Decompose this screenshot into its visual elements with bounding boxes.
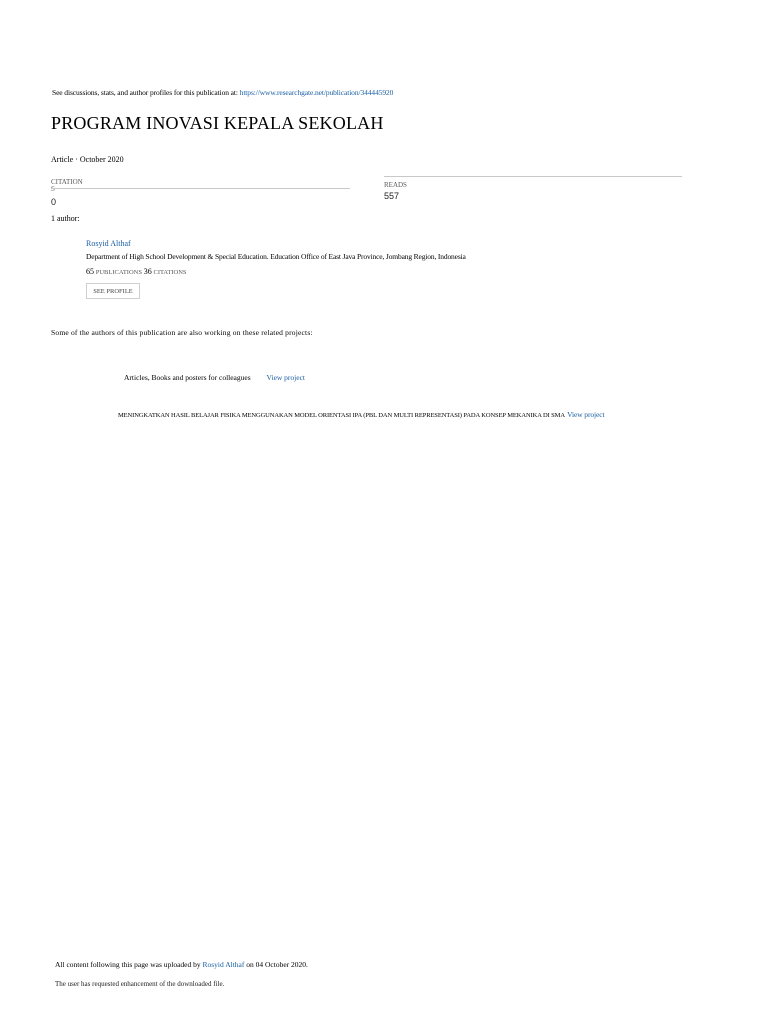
- citations-value: 0: [51, 197, 57, 207]
- related-project-item: [124, 373, 305, 382]
- author-citations-label: CITATIONS: [153, 269, 187, 276]
- page-title: PROGRAM INOVASI KEPALA SEKOLAH: [51, 113, 384, 133]
- project-title: Articles, Books and posters for colleagues: [124, 373, 251, 382]
- citations-stat: [51, 178, 350, 207]
- project-title: MENINGKATKAN HASIL BELAJAR FISIKA MENGGUNAKAN MODEL ORIENTASI IPA (PBL DAN MULTI REPRESENTASI) PADA KONSEP MEKANIKA DI SMA: [118, 412, 565, 419]
- author-citations-count: 36: [143, 267, 152, 276]
- author-name-link[interactable]: Rosyid Althaf: [86, 239, 131, 248]
- citations-label-line1: CITATION: [51, 178, 83, 186]
- upload-suffix: on 04 October 2020.: [246, 960, 308, 969]
- author-affiliation: Department of High School Development & Special Education. Education Office of East Java Province, Jombang Region, Indonesia: [86, 252, 466, 261]
- uploader-link[interactable]: Rosyid Althaf: [202, 960, 245, 969]
- view-project-link[interactable]: View project: [266, 373, 306, 382]
- publication-url-link[interactable]: https://www.researchgate.net/publication/344445920: [239, 88, 394, 97]
- reads-divider: [384, 176, 682, 177]
- related-projects-heading: Some of the authors of this publication are also working on these related projects:: [51, 328, 313, 337]
- reads-label: READS: [384, 181, 407, 189]
- article-meta: Article · October 2020: [51, 155, 124, 164]
- author-publications-label: PUBLICATIONS: [95, 269, 142, 276]
- upload-prefix: All content following this page was uploaded by: [55, 960, 201, 969]
- see-profile-button[interactable]: SEE PROFILE: [86, 283, 140, 299]
- author-stats: [86, 267, 187, 276]
- view-project-link[interactable]: View project: [567, 410, 605, 419]
- discussion-header: [52, 88, 393, 97]
- upload-note: [55, 960, 308, 969]
- authors-heading: 1 author:: [51, 214, 80, 223]
- citations-divider: [51, 188, 350, 189]
- author-publications-count: 65: [86, 267, 94, 276]
- reads-value: 557: [384, 191, 400, 201]
- citations-label-line2: S: [51, 185, 55, 193]
- related-project-item: [118, 410, 604, 419]
- enhancement-note: The user has requested enhancement of the downloaded file.: [55, 980, 225, 988]
- discussion-prefix: See discussions, stats, and author profiles for this publication at:: [52, 88, 238, 97]
